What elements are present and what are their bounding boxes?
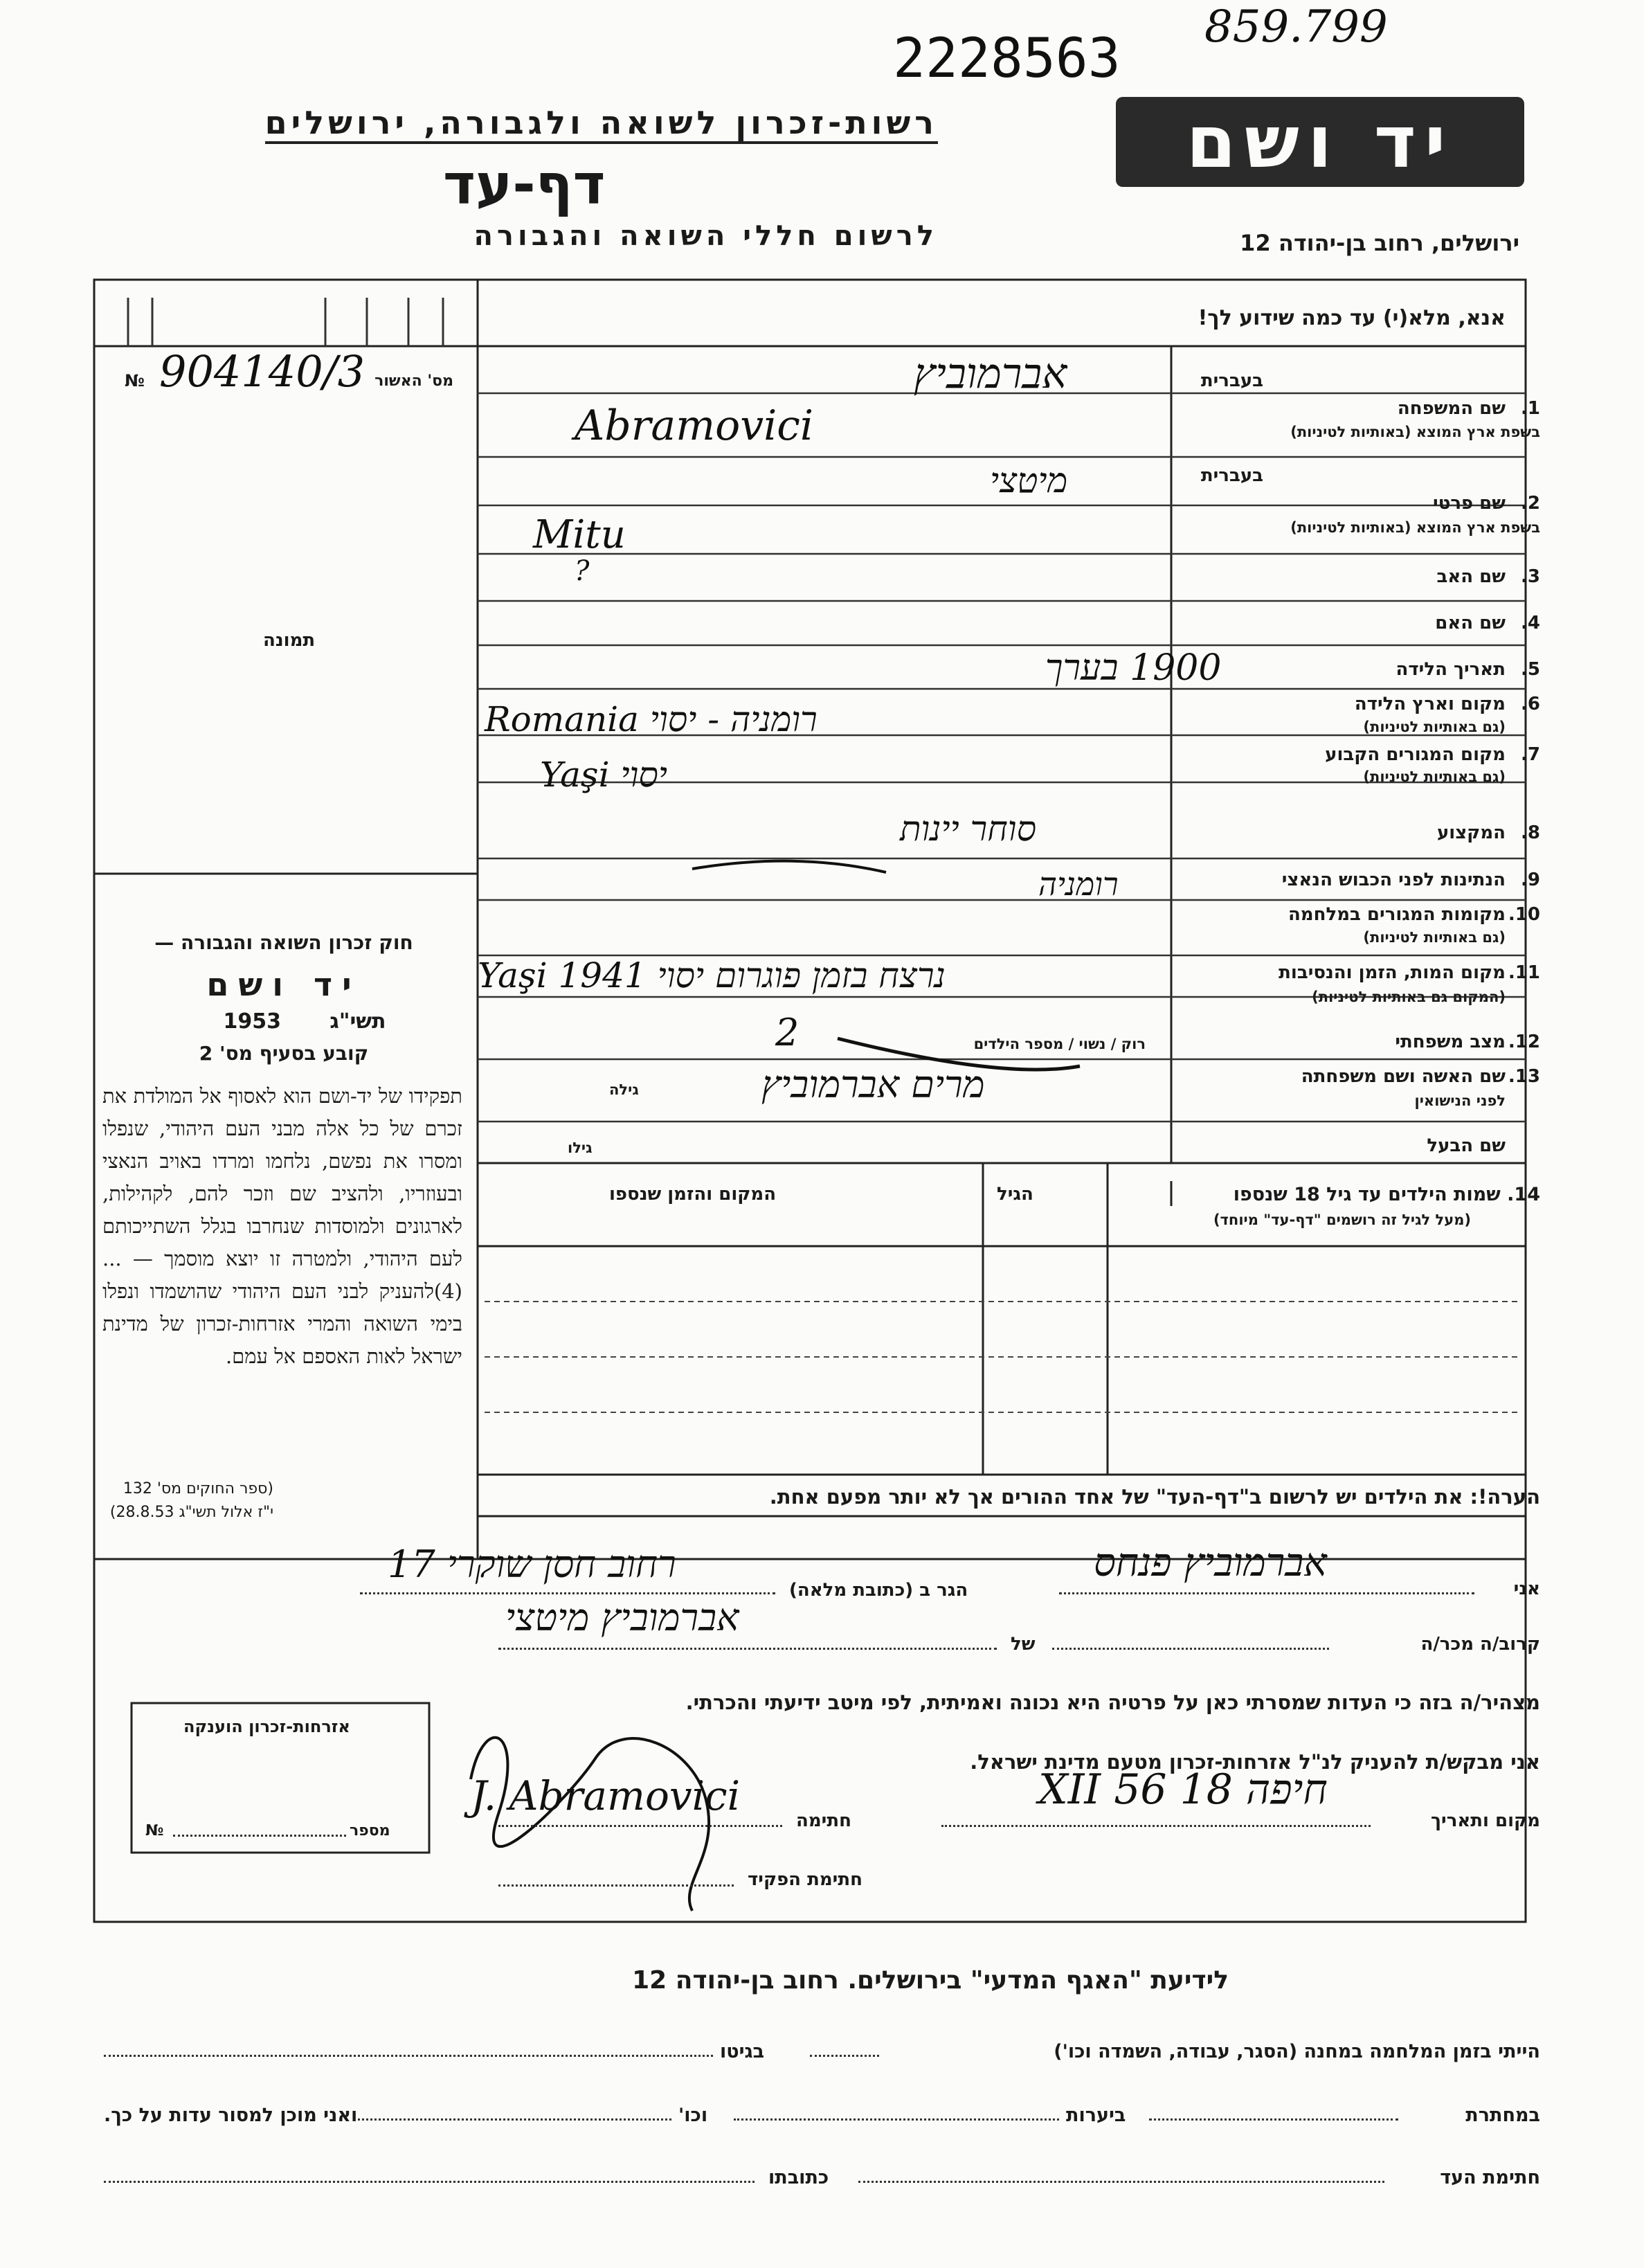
field-2-value-latin: Mitu	[533, 512, 626, 557]
children-note: הערה!: את הילדים יש לרשום ב"דף-העד" של אחד ההורים אך לא יותר מפעם אחת.	[769, 1485, 1540, 1509]
field-7-value: יסוי Yaşi	[540, 755, 667, 795]
law-year	[118, 1009, 450, 1034]
law-body: תפקידו של יד-ושם הוא לאסוף אל המולדת את זכרם של כל אלה מבני העם היהודי, שנפלו ומסרו את נפשם, נלחמו ומרדו באויב הנאצי ובעוזריו, ולהציב שם וזכר להם, לקהילות, לארגונים ולמוסדות שנחרבו בגלל השתייכותם לעם היהודי, ולמטרה זו יוצא מוסמך — ...(4)להעניק לבני העם היהודי שהושמדו ונפלו בימי השואה והמרי אזרחות-זכרון של מדינת ישראל לאות האספם אל עמם.	[102, 1084, 462, 1368]
children-age-header: הגיל	[997, 1184, 1033, 1205]
witness-i-label: אני	[1513, 1578, 1540, 1599]
field-10-label: מקומות המגורים במלחמה	[1288, 904, 1506, 925]
place-date-line	[941, 1825, 1371, 1827]
field-2-lang: בעברית	[1200, 465, 1263, 486]
info-etc-label: וכו'	[678, 2105, 708, 2126]
of-label: של	[1011, 1634, 1036, 1655]
husband-label: שם הבעל	[1427, 1135, 1506, 1156]
witness-address-line	[360, 1592, 775, 1594]
field-3-value: ?	[575, 555, 590, 587]
approval-no-sign: №	[125, 371, 145, 390]
witness-name-line	[1059, 1592, 1474, 1594]
info-camp-label: הייתי בזמן המלחמה במחנה (הסגר, עבודה, השמדה וכו')	[1054, 2041, 1540, 2062]
field-3-label: שם האב	[1436, 566, 1506, 587]
field-13-value: מרים אברמוביץ	[761, 1063, 985, 1106]
field-1-sub: בשפת ארץ המוצא (באותיות לטיניות)	[1290, 424, 1540, 440]
info-camp-line	[810, 2055, 879, 2057]
field-2-num: 2.	[1521, 493, 1540, 514]
field-10-num: 10.	[1508, 904, 1540, 925]
field-1-num: 1.	[1521, 398, 1540, 419]
reference-number: 859.799	[1204, 1, 1388, 53]
official-label: חתימת הפקיד	[748, 1869, 862, 1890]
field-6-value: רומניה - יסוי Romania	[485, 699, 818, 739]
yad-vashem-logo	[1116, 97, 1524, 187]
form-title: דף-עד	[443, 152, 606, 217]
form-subtitle: לרשום חללי השואה והגבורה	[473, 220, 938, 252]
relation-value: אברמוביץ מיטצי	[505, 1596, 739, 1639]
field-13-num: 13.	[1508, 1066, 1540, 1087]
document-number: 2228563	[893, 28, 1121, 90]
field-12-note: רוק / נשוי / מספר הילדים	[973, 1036, 1146, 1052]
field-1-lang: בעברית	[1200, 370, 1263, 391]
place-date-value: חיפה 18 XII 56	[1038, 1765, 1328, 1814]
field-2-label: שם פרטי	[1433, 493, 1506, 514]
field-6-num: 6.	[1521, 694, 1540, 714]
official-line	[498, 1884, 734, 1887]
law-source: (ספר החוקים מס' 132	[123, 1480, 273, 1497]
info-ghetto-label: בגיטו	[720, 2041, 765, 2062]
info-ghetto-line	[104, 2055, 713, 2057]
field-7-num: 7.	[1521, 744, 1540, 765]
place-date-label: מקום ותאריך	[1431, 1810, 1540, 1831]
children-sub: (מעל לגיל זה רושמים "דף-עד" מיוחד)	[1213, 1212, 1471, 1228]
field-4-label: שם האם	[1435, 613, 1506, 633]
field-1-value: אברמוביץ	[914, 350, 1067, 398]
field-9-value: רומניה	[1038, 865, 1119, 903]
field-5-label: תאריך הלידה	[1395, 659, 1506, 680]
info-forests-line	[734, 2118, 1059, 2121]
info-underground-line	[1149, 2118, 1398, 2121]
field-13-age: גילה	[609, 1081, 639, 1098]
field-10-sub: (גם באותיות לטיניות)	[1363, 929, 1506, 946]
field-11-label: מקום המות, הזמן והנסיבות	[1279, 962, 1506, 983]
approval-number: 904140/3	[159, 346, 365, 397]
approval-label: מס' האשור	[374, 372, 453, 390]
address: ירושלים, רחוב בן-יהודה 12	[1240, 230, 1519, 256]
field-11-num: 11.	[1508, 962, 1540, 983]
field-8-value: סוחר יינות	[900, 809, 1037, 849]
signature-value: J. Abramovici	[471, 1772, 741, 1819]
husband-age: גילו	[568, 1140, 593, 1156]
field-5-value: 1900 בערך	[1045, 647, 1222, 689]
law-year-num: 1953	[223, 1009, 281, 1034]
field-7-sub: (גם באותיות לטיניות)	[1363, 768, 1506, 785]
field-11-sub: (המקום גם באותיות לטיניות)	[1312, 989, 1506, 1005]
field-1-value-latin: Abramovici	[575, 402, 814, 450]
stamp-box-title: אזרחות-זכרון הוענקה	[183, 1717, 350, 1736]
field-11-value: נרצח בזמן פוגרום יסוי 1941 Yaşi	[478, 955, 946, 996]
relative-line	[1052, 1648, 1329, 1650]
law-clause: קובע בסעיף מס' 2	[199, 1042, 369, 1065]
field-9-num: 9.	[1521, 870, 1540, 890]
signature-label: חתימה	[796, 1810, 851, 1831]
witness-name: אברמוביץ פנחס	[1094, 1540, 1327, 1585]
declaration: מצהיר/ה בזה כי העדות שמסרתי כאן על פרטיה היא נכונה ואמיתית, לפי מיטב ידיעתי והכרתי.	[685, 1691, 1540, 1714]
info-title: לידיעת "האגף המדעי" בירושלים. רחוב בן-יהודה 12	[632, 1966, 1229, 1995]
field-4-num: 4.	[1521, 613, 1540, 633]
info-forests-label: ביערות	[1066, 2105, 1126, 2126]
photo-label: תמונה	[263, 630, 316, 651]
info-address-label: כתובתו	[768, 2167, 829, 2188]
witness-resides-label: הגר ב (כתובת מלאה)	[789, 1580, 968, 1601]
field-9-label: הנתינות לפני הכבוש הנאצי	[1281, 870, 1506, 890]
info-testify-label: ואני מוכן למסור עדות על כך.	[104, 2105, 358, 2126]
info-underground-label: במחתרת	[1465, 2105, 1540, 2126]
field-3-num: 3.	[1521, 566, 1540, 587]
info-etc-line	[353, 2118, 671, 2121]
children-label: 14. שמות הילדים עד גיל 18 שנספו	[1233, 1184, 1540, 1205]
field-8-num: 8.	[1521, 822, 1540, 843]
field-5-num: 5.	[1521, 659, 1540, 680]
law-year-heb: תשי"ג	[329, 1009, 386, 1034]
field-12-num: 12.	[1508, 1032, 1540, 1052]
law-date: י"ז אלול תשי"ג 28.8.53)	[109, 1504, 273, 1521]
signature-line	[498, 1825, 782, 1827]
field-6-sub: (גם באותיות לטיניות)	[1363, 719, 1506, 735]
field-2-sub: בשפת ארץ המוצא (באותיות לטיניות)	[1290, 519, 1540, 536]
field-2-value: מיטצי	[990, 460, 1068, 501]
field-7-label: מקום המגורים הקבוע	[1325, 744, 1506, 765]
field-13-sub: לפני הנישואין	[1414, 1092, 1506, 1109]
stamp-box-no: №	[145, 1822, 164, 1839]
logo-text: יד ושם	[1186, 100, 1454, 184]
request: אני מבקש/ת להעניק לנ"ל אזרחות-זכרון מטעם מדינת ישראל.	[970, 1750, 1540, 1774]
field-6-label: מקום וארץ הלידה	[1354, 694, 1506, 714]
law-name: יד ושם	[206, 966, 361, 1003]
stamp-box-number-label: מספר	[350, 1822, 390, 1839]
children-place-header: המקום והזמן שנספו	[609, 1184, 777, 1205]
law-title: חוק זכרון השואה והגבורה —	[154, 931, 413, 954]
org-line: רשות-זכרון לשואה ולגבורה, ירושלים	[265, 104, 938, 144]
instruction: אנא, מלא(י) עד כמה שידוע לך!	[1198, 306, 1506, 330]
field-1-label: שם המשפחה	[1397, 398, 1506, 419]
field-13-label: שם האשה ושם משפחתה	[1301, 1066, 1506, 1087]
field-12-label: מצב משפחתי	[1395, 1032, 1506, 1052]
relation-line	[498, 1648, 997, 1650]
info-witness-signature-line	[858, 2181, 1384, 2183]
field-12-value: 2	[775, 1011, 800, 1054]
stamp-box-line	[173, 1835, 346, 1837]
witness-address: רחוב חסן שוקרי 17	[388, 1542, 676, 1586]
field-8-label: המקצוע	[1436, 822, 1506, 843]
info-witness-signature-label: חתימת העד	[1440, 2167, 1540, 2188]
info-address-line	[104, 2181, 755, 2183]
relative-label: קרוב/ה מכר/ה	[1420, 1634, 1540, 1655]
